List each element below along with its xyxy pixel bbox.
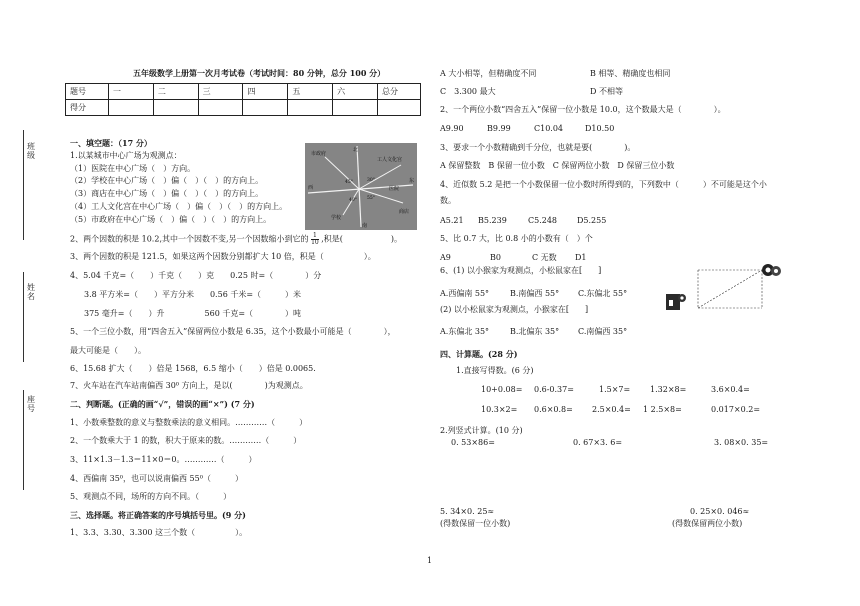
choice-option: C 无数 (532, 253, 557, 262)
score-table-header-row (66, 84, 421, 100)
choice-q4-line-1: 4、近似数 5.2 是把一个小数保留一位小数时所得到的，下列数中（ ）不可能是这个小 (440, 180, 767, 189)
choice-q1-option-a: A 大小相等，但精确度不同 (440, 69, 537, 78)
table-cell: 五 (288, 84, 333, 100)
choice-option: A9.90 (440, 124, 464, 133)
calc-item: 5. 34×0. 25≈ (440, 507, 495, 516)
choice-q1: 1、3.3、3.30、3.300 这三个数（ ）。 (70, 528, 248, 537)
binding-line (23, 130, 24, 240)
calc-item: 10.3×2= (481, 405, 518, 414)
choice-q3-options: A 保留整数 B 保留一位小数 C 保留两位小数 D 保留三位小数 (440, 161, 675, 170)
choice-option: B9.99 (487, 124, 511, 133)
calc-item: 3. 08×0. 35= (714, 438, 769, 447)
judge-item: 4、西偏南 35⁰，也可以说南偏西 55⁰（ ） (70, 474, 243, 483)
map-label: 市政府 (311, 151, 327, 157)
choice-option: B0 (490, 253, 501, 262)
calc-1-heading: 1.直接写得数。(6 分) (456, 366, 534, 375)
q5-line-1: 5、一个三位小数，用“四舍五入”保留两位小数是 6.35，这个小数最小可能是（ ）， (70, 327, 396, 336)
score-cell[interactable] (198, 100, 243, 116)
choice-option: D1 (575, 253, 587, 262)
q2-text-b: ,积是( )。 (321, 234, 403, 244)
fraction-numerator: 1 (312, 232, 317, 239)
table-cell: 得分 (66, 100, 109, 116)
choice-q2: 2、一个两位小数“四舍五入”保留一位小数是 10.0，这个数最大是（ ）。 (440, 105, 726, 114)
q4-line-2: 3.8 平方米=（ ）平方分米 0.56 千米=（ ）米 (84, 290, 302, 299)
choice-option: B5.239 (478, 216, 507, 225)
judge-item: 3、11×1.3－1.3＝11×0＝0。…………（ ） (70, 455, 257, 464)
choice-option: C5.248 (528, 216, 558, 225)
map-label: 医院 (389, 186, 400, 192)
table-cell: 四 (243, 84, 288, 100)
map-label: 商店 (399, 209, 410, 215)
map-label: 南 (362, 223, 368, 229)
calc-item: 1.32×8= (650, 385, 687, 394)
section-4-heading: 四、计算题。(28 分) (440, 349, 518, 359)
q1-item: （5）市政府在中心广场（ ）偏（ ）（ ）的方向上。 (70, 215, 272, 224)
binding-line (23, 272, 24, 362)
q2 (70, 233, 402, 246)
choice-option: C.南偏西 35° (578, 327, 628, 336)
calc-item: 0. 25×0. 046≈ (690, 507, 750, 516)
map-label: 北 (353, 147, 359, 153)
table-cell: 二 (153, 84, 198, 100)
name-label: 姓名 (27, 283, 35, 301)
score-table (65, 83, 421, 116)
section-3-heading: 三、选择题。将正确答案的序号填括号里。(9 分) (70, 510, 246, 520)
q1-item: （3）商店在中心广场（ ）偏（ ）（ ）的方向上。 (70, 189, 264, 198)
judge-item: 1、小数乘整数的意义与整数乘法的意义相同。…………（ ） (70, 418, 308, 427)
choice-option: A9 (440, 253, 451, 262)
q4-line-1: 4、5.04 千克=（ ）千克（ ）克 0.25 时=（ ）分 (70, 271, 322, 280)
q3: 3、两个因数的积是 121.5，如果这两个因数分别都扩大 10 倍，积是（ ）。 (70, 252, 376, 261)
calc-item: 1 2.5×8= (643, 405, 682, 414)
q1-item: （2）学校在中心广场（ ）偏（ ）（ ）的方向上。 (70, 176, 264, 185)
seat-label: 座号 (27, 395, 35, 413)
score-cell[interactable] (109, 100, 154, 116)
choice-option: B.南偏西 55° (510, 289, 560, 298)
calc-item: 0.6-0.37= (534, 385, 574, 394)
q4-line-3: 375 毫升=（ ）升 560 千克=（ ）吨 (84, 309, 302, 318)
choice-option: B.北偏东 35° (510, 327, 560, 336)
squirrel-house-icon (762, 264, 781, 276)
score-cell[interactable] (378, 100, 421, 116)
score-cell[interactable] (288, 100, 333, 116)
choice-q6-part-2: (2) 以小松鼠家为观测点，小猴家在[ ] (440, 305, 589, 314)
calc-item: 0.6×0.8= (534, 405, 573, 414)
choice-option: A.东偏北 35° (440, 327, 490, 336)
score-cell[interactable] (243, 100, 288, 116)
choice-option: A5.21 (440, 216, 464, 225)
choice-q3: 3、要求一个小数精确到千分位，也就是要( )。 (440, 143, 636, 152)
monkey-house-icon (666, 294, 686, 310)
choice-option: A.西偏南 55° (440, 289, 490, 298)
score-cell[interactable] (333, 100, 378, 116)
map-label: 55° (367, 196, 375, 201)
table-cell: 六 (333, 84, 378, 100)
class-label: 班级 (27, 142, 35, 160)
section-1-heading: 一、填空题：（17 分） (70, 138, 152, 148)
exam-title: 五年级数学上册第一次月考试卷（考试时间：80 分钟，总分 100 分） (133, 68, 386, 78)
choice-option: C10.04 (534, 124, 564, 133)
map-label: 学校 (331, 215, 342, 221)
table-cell: 总分 (378, 84, 421, 100)
fraction (311, 233, 319, 246)
direction-map-svg (305, 143, 417, 230)
q1-item: （4）工人文化宫在中心广场（ ）偏（ ）（ ）的方向上。 (70, 202, 288, 211)
choice-q5: 5、比 0.7 大，比 0.8 小的小数有（ ）个 (440, 234, 593, 243)
score-table-score-row (66, 100, 421, 116)
table-cell: 一 (109, 84, 154, 100)
monkey-squirrel-svg (660, 262, 785, 314)
score-cell[interactable] (153, 100, 198, 116)
q1-intro: 1.以某城市中心广场为观测点： (70, 151, 182, 160)
choice-q1-option-b: B 相等、精确度也相同 (590, 69, 671, 78)
map-label: 45° (345, 180, 353, 185)
map-label: 工人文化宫 (377, 157, 403, 163)
choice-q6-part-1: 6、(1) 以小猴家为观测点，小松鼠家在[ ] (440, 266, 602, 275)
judge-item: 2、一个数乘大于 1 的数，积大于原来的数。…………（ ） (70, 436, 302, 445)
binding-line (23, 390, 24, 490)
calc-note: (得数保留两位小数) (672, 519, 743, 528)
calc-item: 1.5×7= (599, 385, 631, 394)
q6: 6、15.68 扩大（ ）倍是 1568，6.5 缩小（ ）倍是 0.0065. (70, 364, 316, 373)
calc-item: 3.6×0.4= (711, 385, 750, 394)
calc-item: 2.5×0.4= (592, 405, 631, 414)
choice-option: C.东偏北 55° (578, 289, 628, 298)
q2-text-a: 2、两个因数的积是 10.2,其中一个因数不变,另一个因数缩小到它的 (70, 234, 309, 244)
map-label: 西 (308, 185, 314, 191)
map-label: 30° (367, 178, 375, 183)
monkey-squirrel-picture (660, 262, 785, 314)
calc-item: 0. 53×86= (451, 438, 495, 447)
calc-item: 0. 67×3. 6= (573, 438, 623, 447)
map-label: 40° (349, 198, 357, 203)
table-cell: 题号 (66, 84, 109, 100)
choice-q1-option-c: C 3.300 最大 (440, 87, 496, 96)
calc-2-heading: 2.列竖式计算。(10 分) (440, 426, 523, 435)
choice-q4-line-2: 数。 (440, 196, 456, 205)
section-2-heading: 二、判断题。(正确的画“√”，错误的画“×”) (7 分) (70, 399, 255, 409)
choice-option: D10.50 (585, 124, 615, 133)
table-cell: 三 (198, 84, 243, 100)
q5-line-2: 最大可能是（ ）。 (70, 346, 146, 355)
direction-map-image (305, 143, 417, 230)
calc-item: 10+0.08= (481, 385, 523, 394)
calc-note: (得数保留一位小数) (440, 519, 511, 528)
map-label: 东 (409, 178, 415, 184)
q1-item: （1）医院在中心广场（ ）方向。 (70, 164, 196, 173)
page-number: 1 (427, 556, 433, 565)
fraction-denominator: 10 (311, 239, 319, 246)
choice-option: D5.255 (577, 216, 607, 225)
judge-item: 5、观测点不同，场所的方向不同。（ ） (70, 492, 232, 501)
q7: 7、火车站在汽车站南偏西 30⁰ 方向上，是以( )为观测点。 (70, 381, 308, 390)
choice-q1-option-d: D 不相等 (590, 87, 623, 96)
calc-item: 0.017×0.2= (711, 405, 761, 414)
